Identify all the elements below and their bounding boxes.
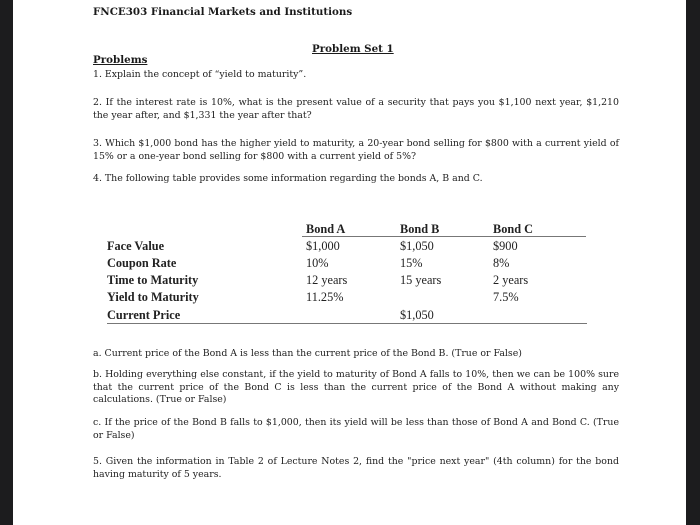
row-label-time-to-maturity: Time to Maturity [107,273,199,287]
course-title: FNCE303 Financial Markets and Institutions [93,6,353,18]
bottom-rule [107,323,587,324]
cell-yield-to-maturity-a: 11.25% [306,290,344,304]
question-5: 5. Given the information in Table 2 of Lecture Notes 2, find the "price next year" (4th column) for the bond having maturity of 5 years. [93,456,619,480]
row-label-yield-to-maturity: Yield to Maturity [107,290,199,304]
cell-time-to-maturity-a: 12 years [306,273,348,287]
question-4c: c. If the price of the Bond B falls to $1,000, then its yield will be less than those of Bond A and Bond C. (True or False) [93,417,619,441]
problem-set-title: Problem Set 1 [312,43,394,55]
section-heading-problems: Problems [93,54,148,66]
column-header-bond-b: Bond B [400,222,440,236]
row-label-face-value: Face Value [107,239,165,253]
question-3: 3. Which $1,000 bond has the higher yield to maturity, a 20-year bond selling for $800 with a current yield of 15% or a one-year bond selling for $800 with a current yield of 5%? [93,138,619,162]
document-page [13,0,686,525]
cell-face-value-c: $900 [493,239,518,253]
cell-coupon-rate-b: 15% [400,256,423,270]
question-4b: b. Holding everything else constant, if the yield to maturity of Bond A falls to 10%, then we can be 100% sure that the current price of the Bond C is less than the current price of the Bond A without making any calculations. (True or False) [93,369,619,405]
cell-face-value-b: $1,050 [400,239,434,253]
cell-yield-to-maturity-c: 7.5% [493,290,519,304]
cell-coupon-rate-c: 8% [493,256,510,270]
header-rule [302,236,586,237]
cell-coupon-rate-a: 10% [306,256,329,270]
cell-time-to-maturity-c: 2 years [493,273,529,287]
cell-current-price-b: $1,050 [400,308,434,322]
question-1: 1. Explain the concept of “yield to maturity”. [93,69,307,80]
column-header-bond-c: Bond C [493,222,533,236]
row-label-current-price: Current Price [107,308,181,322]
row-label-coupon-rate: Coupon Rate [107,256,177,270]
column-header-bond-a: Bond A [306,222,346,236]
cell-time-to-maturity-b: 15 years [400,273,442,287]
cell-face-value-a: $1,000 [306,239,340,253]
question-4: 4. The following table provides some information regarding the bonds A, B and C. [93,173,483,184]
question-4a: a. Current price of the Bond A is less than the current price of the Bond B. (True or False) [93,348,522,359]
question-2: 2. If the interest rate is 10%, what is the present value of a security that pays you $1,100 next year, $1,210 the year after, and $1,331 the year after that? [93,97,619,121]
